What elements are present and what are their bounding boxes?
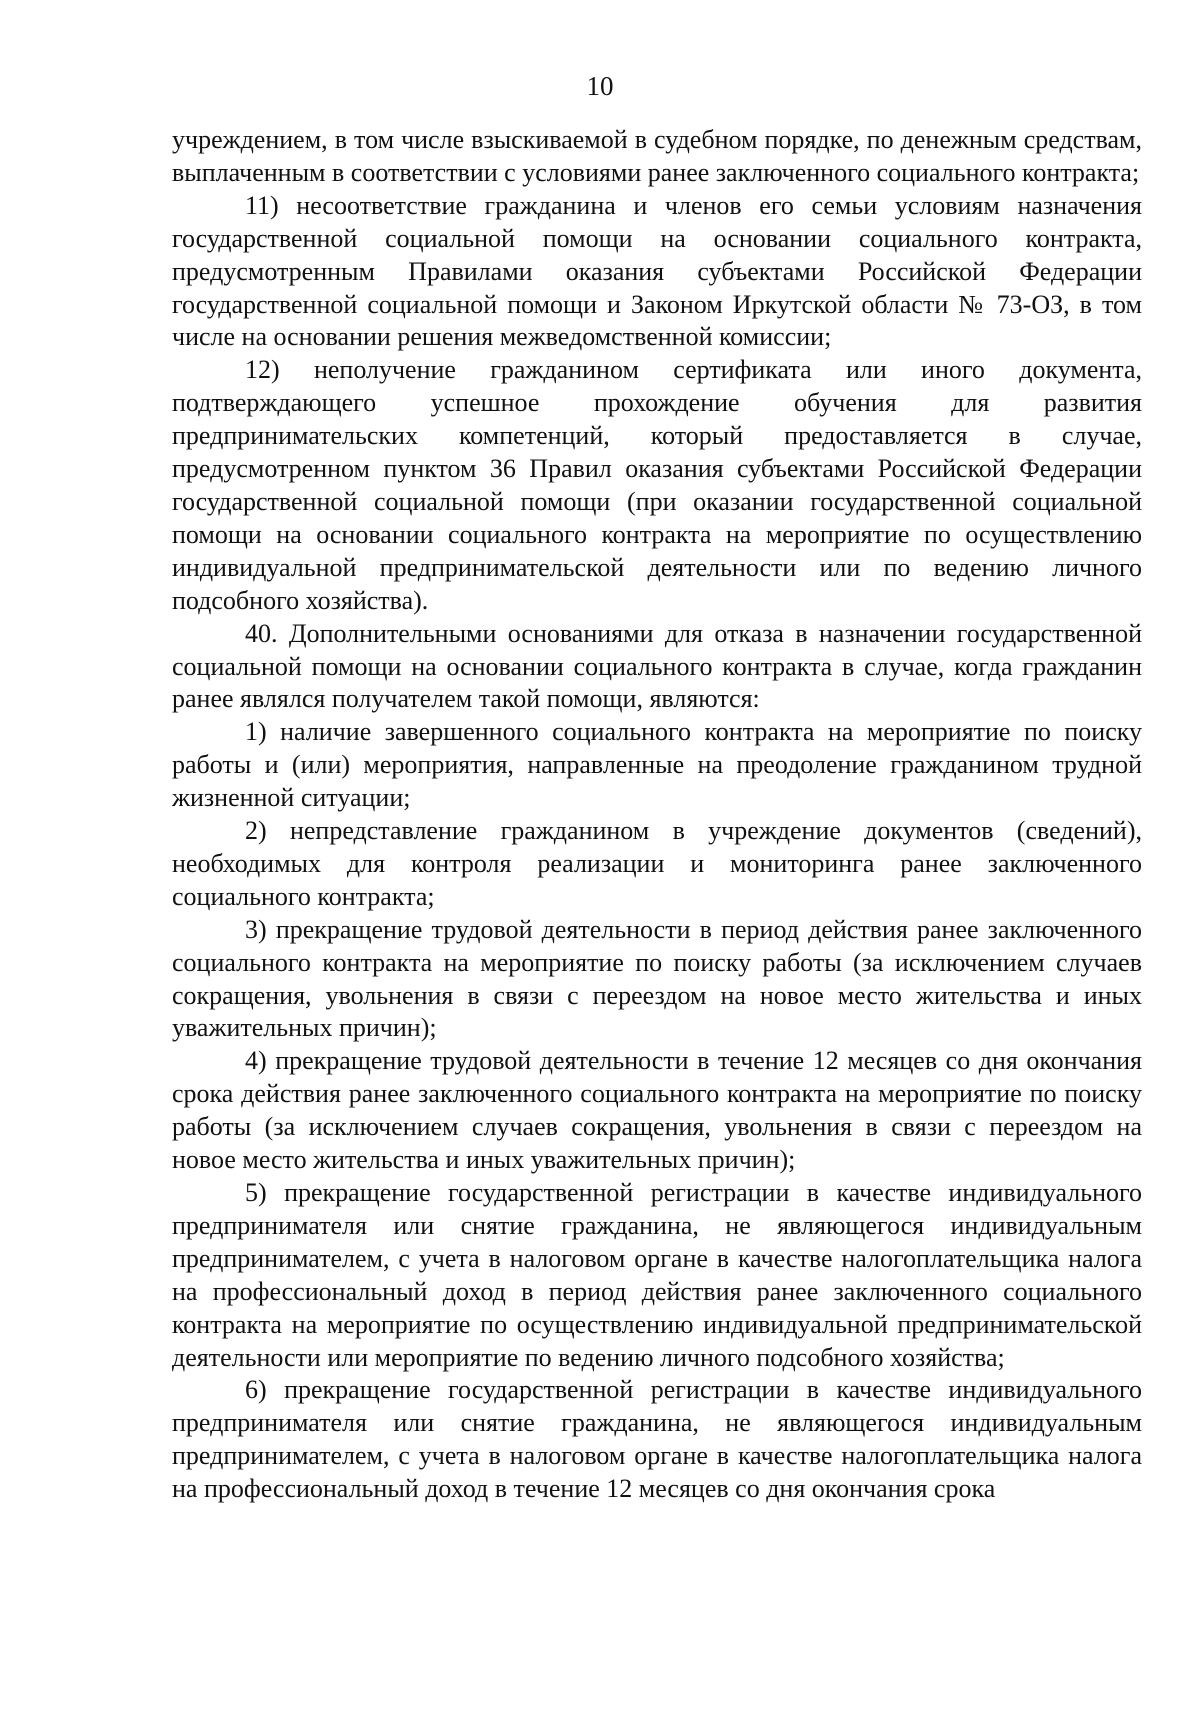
paragraph-item-5: 5) прекращение государственной регистрации в качестве индивидуального предпринимателя или снятие гражданина, не являющегося индивидуальным предпринимателем, с учета в налоговом органе в качестве налогоплательщика налога на профессиональный доход в период действия ранее заключенного социального контракта на мероприятие по осуществлению индивидуальной предпринимательской деятельности или мероприятие по ведению личного подсобного хозяйства;	[172, 1178, 1142, 1372]
paragraph-item-2: 2) непредставление гражданином в учреждение документов (сведений), необходимых для контроля реализации и мониторинга ранее заключенного социального контракта;	[172, 816, 1142, 911]
paragraph-item-12: 12) неполучение гражданином сертификата или иного документа, подтверждающего успешное прохождение обучения для развития предпринимательских компетенций, который предоставляется в случае, предусмотренном пунктом 36 Правил оказания субъектами Российской Федерации государственной социальной помощи (при оказании государственной социальной помощи на основании социального контракта на мероприятие по осуществлению индивидуальной предпринимательской деятельности или по ведению личного подсобного хозяйства).	[172, 355, 1142, 615]
paragraph-section-40: 40. Дополнительными основаниями для отказа в назначении государственной социальной помощи на основании социального контракта в случае, когда гражданин ранее являлся получателем такой помощи, являются:	[172, 618, 1142, 714]
document-body	[172, 124, 1142, 1506]
paragraph-item-1: 1) наличие завершенного социального контракта на мероприятие по поиску работы и (или) мероприятия, направленные на преодоление гражданином трудной жизненной ситуации;	[172, 717, 1142, 813]
paragraph-item-6: 6) прекращение государственной регистрации в качестве индивидуального предпринимателя или снятие гражданина, не являющегося индивидуальным предпринимателем, с учета в налоговом органе в качестве налогоплательщика налога на профессиональный доход в течение 12 месяцев со дня окончания срока	[172, 1375, 1142, 1504]
paragraph-continuation: учреждением, в том числе взыскиваемой в судебном порядке, по денежным средствам, выплаченным в соответствии с условиями ранее заключенного социального контракта;	[172, 125, 1142, 187]
paragraph-item-4: 4) прекращение трудовой деятельности в течение 12 месяцев со дня окончания срока действия ранее заключенного социального контракта на мероприятие по поиску работы (за исключением случаев сокращения, увольнения в связи с переездом на новое место жительства и иных уважительных причин);	[172, 1046, 1142, 1175]
paragraph-item-3: 3) прекращение трудовой деятельности в период действия ранее заключенного социального контракта на мероприятие по поиску работы (за исключением случаев сокращения, увольнения в связи с переездом на новое место жительства и иных уважительных причин);	[172, 914, 1142, 1043]
paragraph-item-11: 11) несоответствие гражданина и членов его семьи условиям назначения государственной социальной помощи на основании социального контракта, предусмотренным Правилами оказания субъектами Российской Федерации государственной социальной помощи и Законом Иркутской области № 73-ОЗ, в том числе на основании решения межведомственной комиссии;	[172, 190, 1142, 352]
page-number: 10	[586, 71, 614, 101]
